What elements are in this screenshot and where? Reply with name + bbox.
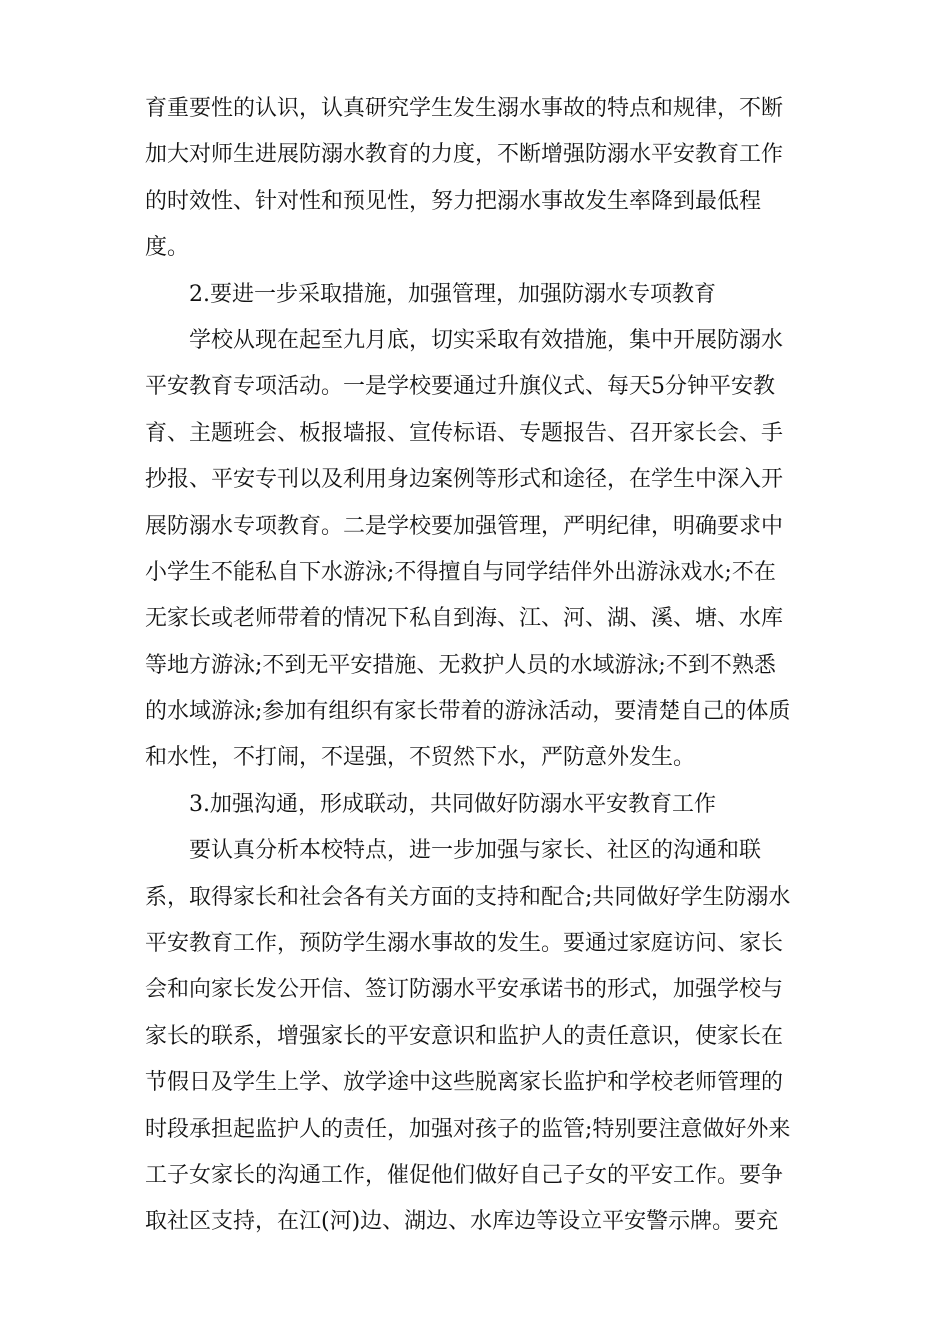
text-line: 育重要性的认识，认真研究学生发生溺水事故的特点和规律，不断 [145,96,784,121]
document-body [145,86,815,1246]
text-line: 的水域游泳;参加有组织有家长带着的游泳活动，要清楚自己的体质 [145,699,791,725]
text-line: 学校从现在起至九月底，切实采取有效措施，集中开展防溺水 [189,327,784,353]
text-line: 工子女家长的沟通工作，催促他们做好自己子女的平安工作。要争 [145,1162,784,1188]
text-line: 3.加强沟通，形成联动，共同做好防溺水平安教育工作 [189,791,716,817]
text-line: 家长的联系，增强家长的平安意识和监护人的责任意识，使家长在 [145,1023,784,1049]
text-line: 的时效性、针对性和预见性，努力把溺水事故发生率降到最低程 [145,188,762,214]
text-line: 节假日及学生上学、放学途中这些脱离家长监护和学校老师管理的 [145,1070,784,1096]
text-line: 小学生不能私自下水游泳;不得擅自与同学结伴外出游泳戏水;不在 [145,559,776,585]
text-line: 等地方游泳;不到无平安措施、无救护人员的水域游泳;不到不熟悉 [145,652,776,678]
text-line: 度。 [145,235,190,261]
text-line: 取社区支持，在江(河)边、湖边、水库边等设立平安警示牌。要充 [145,1209,779,1235]
text-line: 2.要进一步采取措施，加强管理，加强防溺水专项教育 [189,281,716,307]
text-line: 育、主题班会、板报墙报、宣传标语、专题报告、召开家长会、手 [145,420,784,446]
text-line: 展防溺水专项教育。二是学校要加强管理，严明纪律，明确要求中 [145,513,784,539]
text-line: 要认真分析本校特点，进一步加强与家长、社区的沟通和联 [189,838,762,864]
text-line: 加大对师生进展防溺水教育的力度，不断增强防溺水平安教育工作 [145,142,784,168]
text-line: 平安教育专项活动。一是学校要通过升旗仪式、每天5分钟平安教 [145,374,775,400]
text-line: 会和向家长发公开信、签订防溺水平安承诺书的形式，加强学校与 [145,977,784,1003]
text-line: 和水性，不打闹，不逞强，不贸然下水，严防意外发生。 [145,745,696,771]
text-line: 抄报、平安专刊以及利用身边案例等形式和途径，在学生中深入开 [145,467,784,493]
text-line: 时段承担起监护人的责任，加强对孩子的监管;特别要注意做好外来 [145,1116,791,1142]
text-line: 系，取得家长和社会各有关方面的支持和配合;共同做好学生防溺水 [145,884,791,910]
text-line: 无家长或老师带着的情况下私自到海、江、河、湖、溪、塘、水库 [145,606,784,632]
text-line: 平安教育工作，预防学生溺水事故的发生。要通过家庭访问、家长 [145,931,784,957]
